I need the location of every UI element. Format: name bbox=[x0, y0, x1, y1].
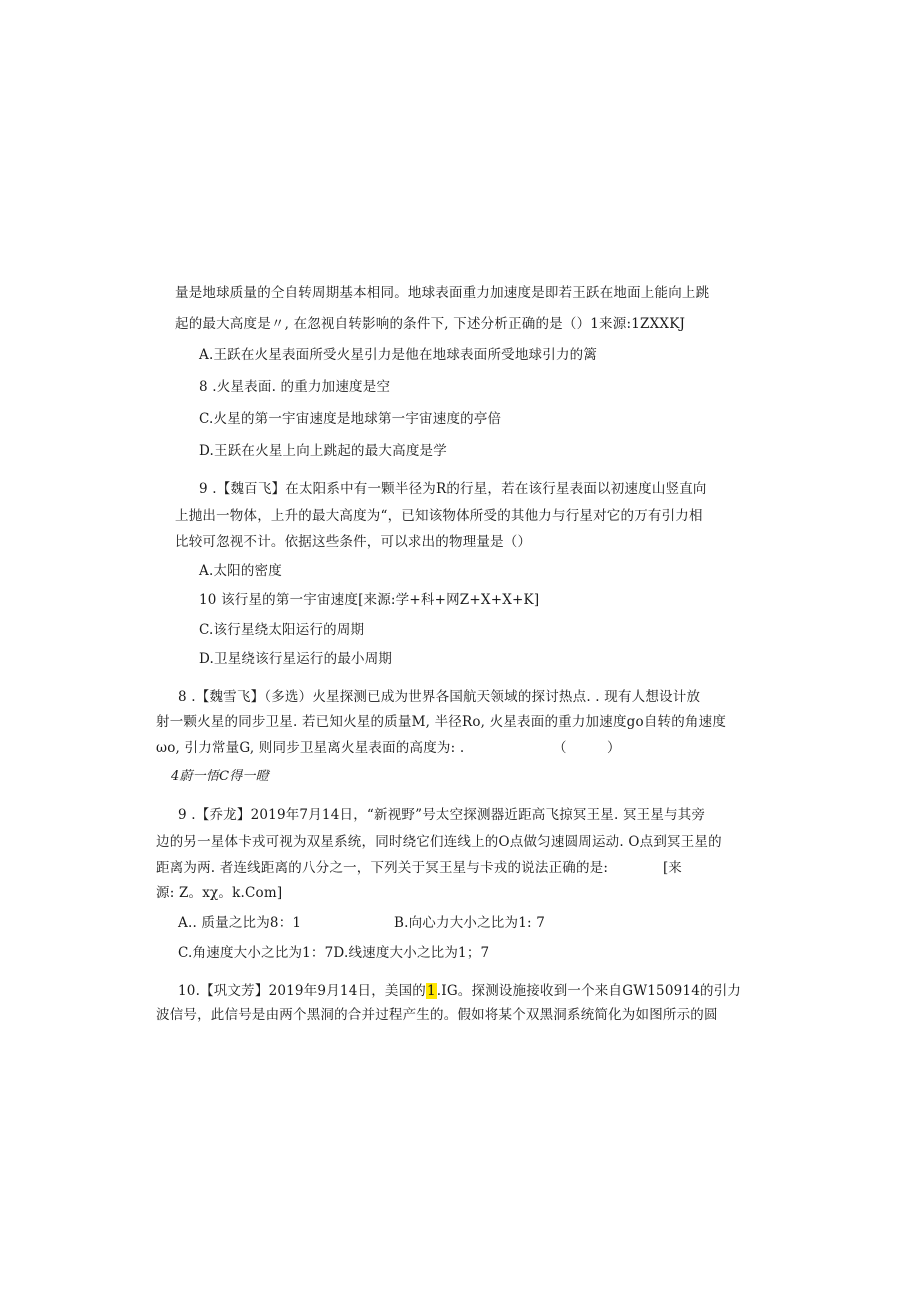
q9b-line-3-right: [来 bbox=[663, 860, 682, 876]
q10-line-1-post: .IG。探测设施接收到一个来自GW150914的引力 bbox=[436, 983, 742, 999]
q10-highlight: 1 bbox=[427, 983, 436, 999]
q9a-line-1: 9 .【魏百飞】在太阳系中有一颗半径为R的行星，若在该行星表面以初速度山竖直向 bbox=[199, 481, 707, 497]
section-heading: 4蔚一悟C得一瞪 bbox=[171, 769, 269, 784]
q7-line-2: 起的最大高度是〃, 在忽视自转影响的条件下, 下述分析正确的是（）1来源:1ZXXKJ bbox=[175, 316, 686, 332]
q9a-option-b: 10 该行星的第一宇宙速度[来源:学+科+网Z+X+X+K] bbox=[199, 592, 540, 608]
q7-option-a: A.王跃在火星表面所受火星引力是他在地球表面所受地球引力的篱 bbox=[199, 347, 598, 363]
q10-line-1 bbox=[178, 982, 741, 1000]
q8-line-3: ωo, 引力常量G, 则同步卫星离火星表面的高度为: . bbox=[156, 740, 465, 756]
q9a-line-2: 上抛出一物体，上升的最大高度为“，已知该物体所受的其他力与行星对它的万有引力相 bbox=[175, 508, 703, 524]
q7-line-1: 量是地球质量的仝自转周期基本相同。地球表面重力加速度是即若王跃在地面上能向上跳 bbox=[175, 285, 710, 301]
q8-answer-paren: （ ） bbox=[553, 740, 621, 756]
q9a-option-a: A.太阳的密度 bbox=[199, 563, 282, 579]
q9b-line-2: 边的另一星体卡戎可视为双星系统，同时绕它们连线上的O点做匀速圆周运动. O点到冥王星的 bbox=[156, 834, 722, 850]
q8-line-2: 射一颗火星的同步卫星. 若已知火星的质量M, 半径Ro, 火星表面的重力加速度go自转的角速度 bbox=[156, 714, 727, 730]
q9b-option-cd: C.角速度大小之比为1：7D.线速度大小之比为1；7 bbox=[178, 945, 490, 961]
q10-line-1-pre: 10.【巩文芳】2019年9月14日，美国的 bbox=[178, 983, 426, 999]
q8-line-1: 8 .【魏雪飞】（多选）火星探测已成为世界各国航天领域的探讨热点. . 现有人想设计放 bbox=[178, 689, 701, 705]
q9a-line-3: 比较可忽视不计。依据这些条件，可以求出的物理量是（） bbox=[175, 534, 532, 550]
q9a-option-c: C.该行星绕太阳运行的周期 bbox=[199, 622, 365, 638]
q7-option-c: C.火星的第一宇宙速度是地球第一宇宙速度的亭倍 bbox=[199, 411, 502, 427]
q9b-option-b: B.向心力大小之比为1: 7 bbox=[394, 915, 546, 931]
q7-option-b: 8 .火星表面. 的重力加速度是空 bbox=[199, 379, 391, 395]
q9b-line-1: 9 .【乔龙】2019年7月14日，“新视野”号太空探测器近距高飞掠冥王星. 冥王星与其旁 bbox=[178, 807, 706, 823]
q9a-option-d: D.卫星绕该行星运行的最小周期 bbox=[199, 651, 393, 667]
q10-line-2: 波信号，此信号是由两个黑洞的合并过程产生的。假如将某个双黑洞系统简化为如图所示的圆 bbox=[156, 1007, 718, 1023]
q9b-option-a: A.. 质量之比为8：1 bbox=[178, 915, 302, 931]
q9b-line-3: 距离为两. 者连线距离的八分之一，下列关于冥王星与卡戎的说法正确的是: bbox=[156, 860, 609, 876]
q7-option-d: D.王跃在火星上向上跳起的最大高度是学 bbox=[199, 443, 447, 459]
q9b-line-4: 源: Z。xχ。k.Com] bbox=[156, 885, 283, 901]
